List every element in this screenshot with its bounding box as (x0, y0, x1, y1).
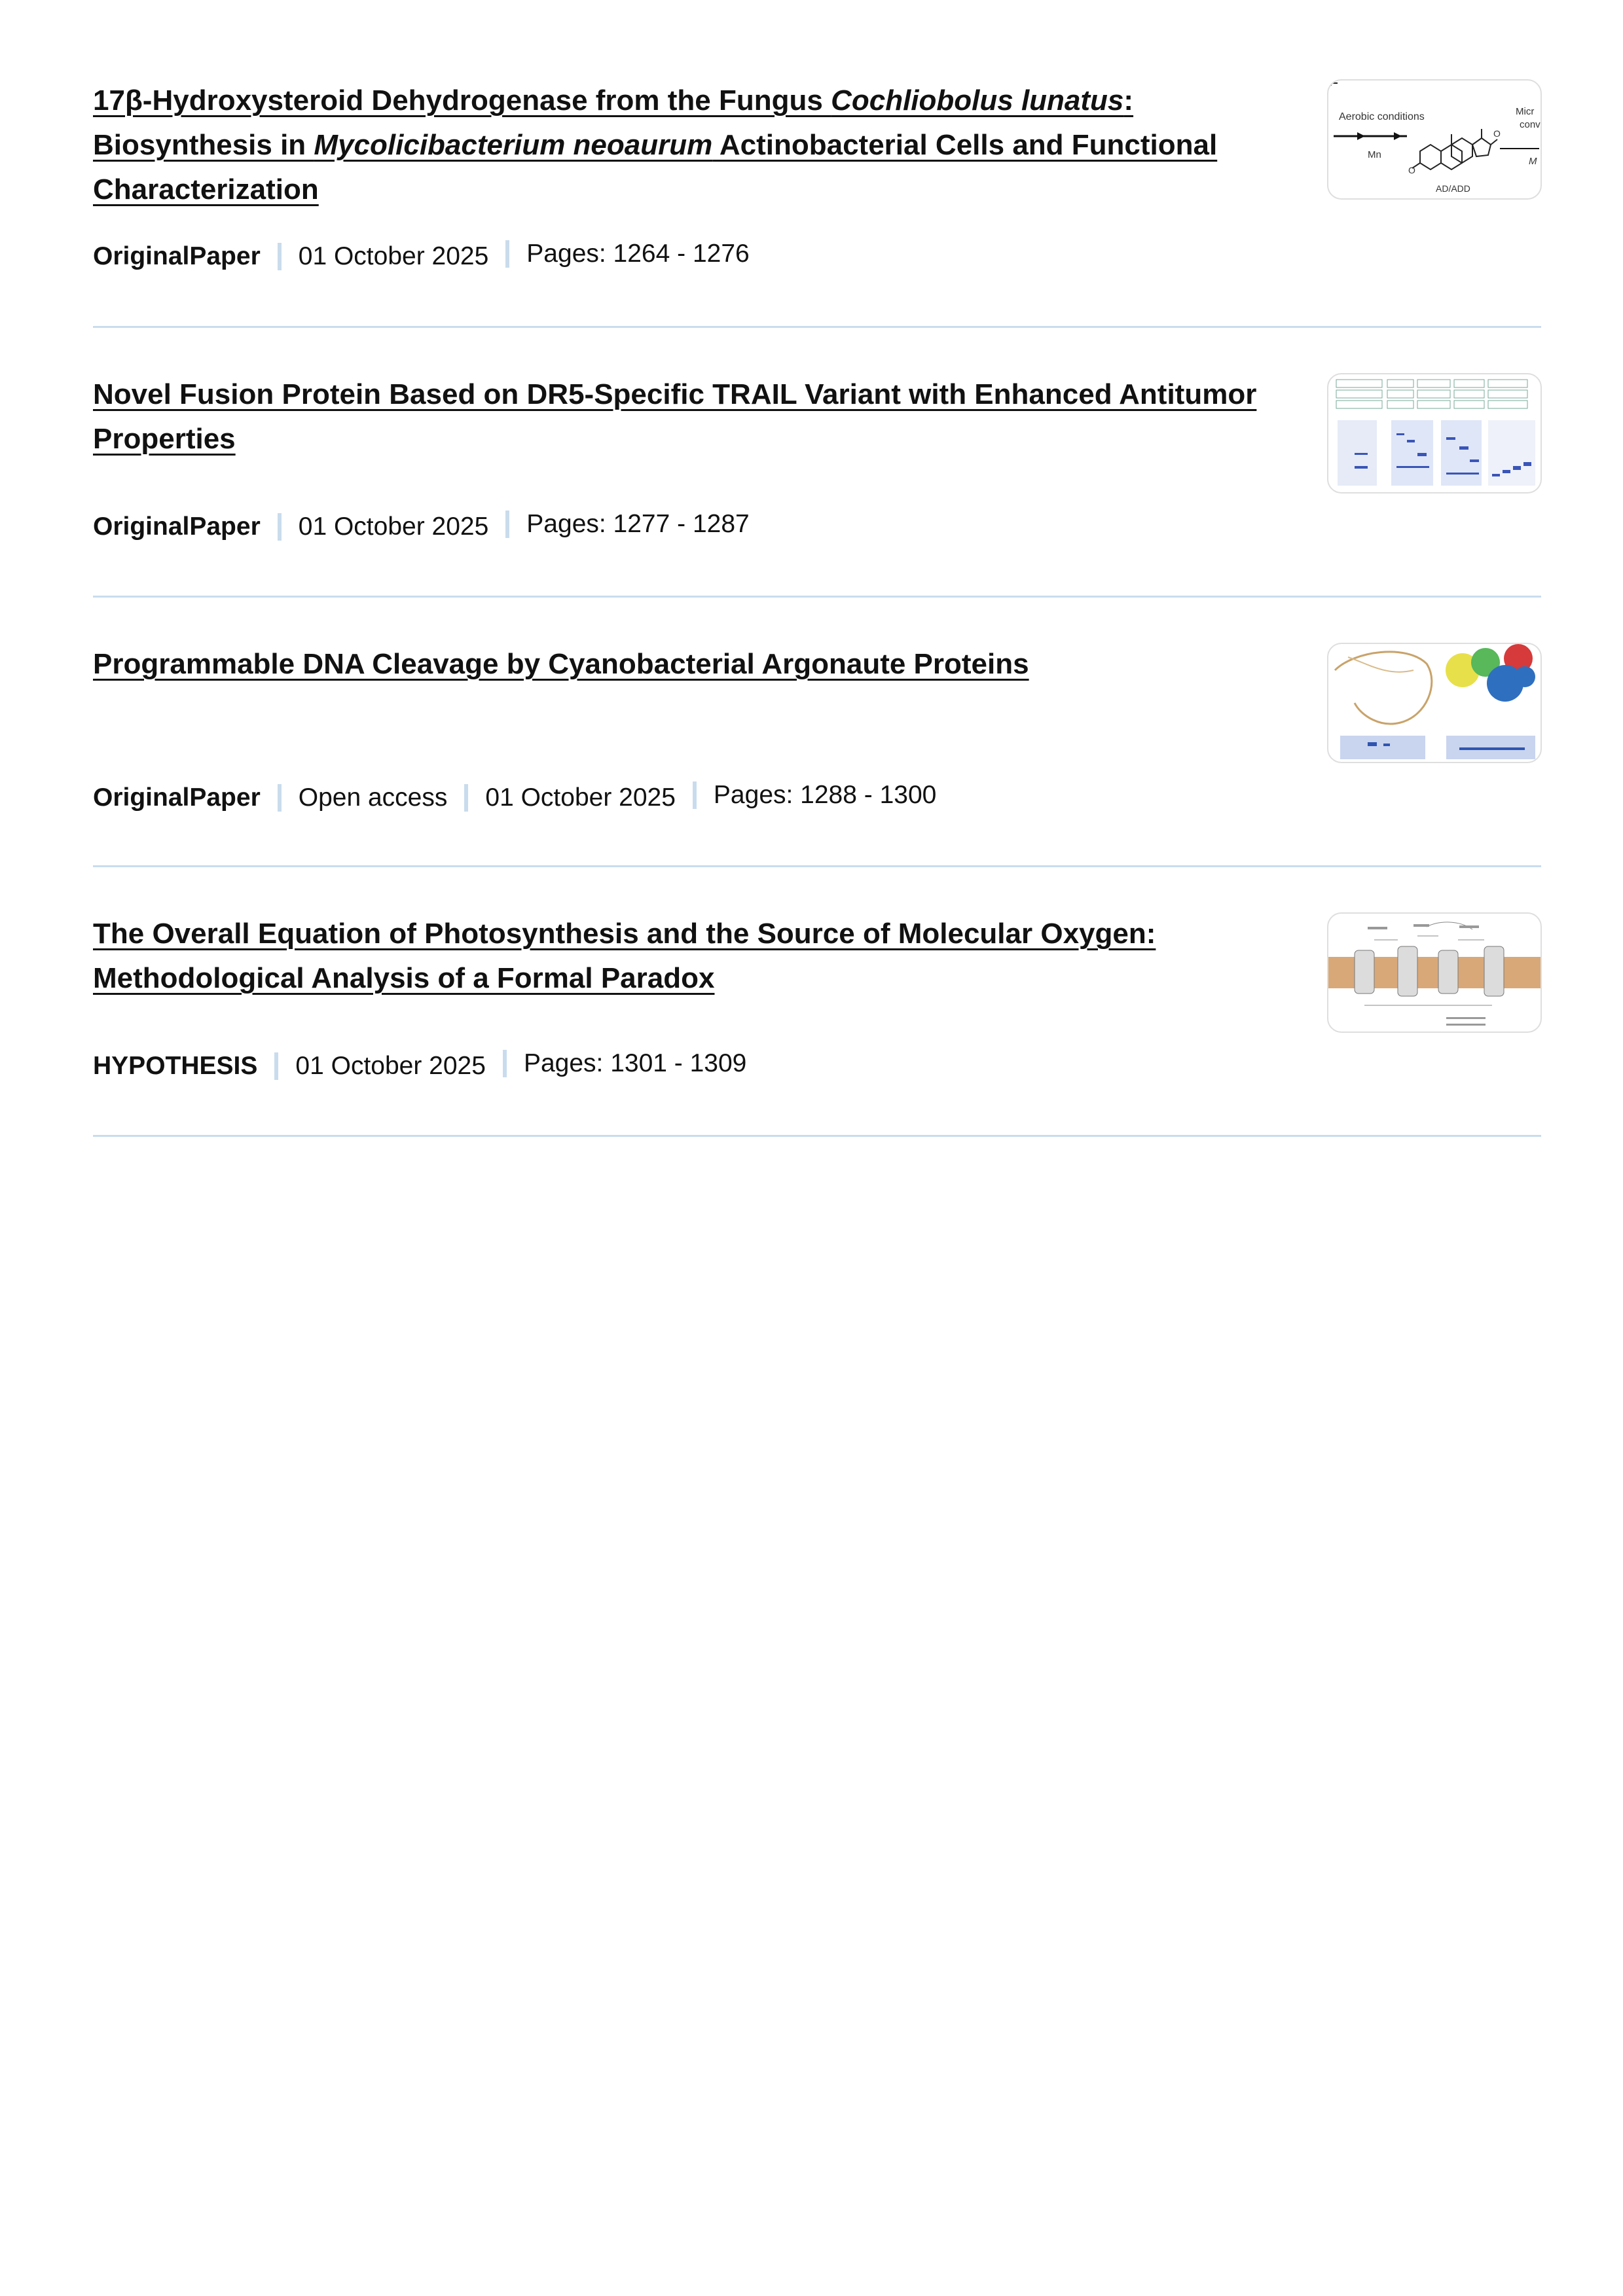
svg-text:O: O (1493, 128, 1501, 139)
content-type: HYPOTHESIS (93, 1052, 258, 1080)
article-meta (93, 512, 750, 541)
title-text: Actinobacterial Cells and Functional Characterization (93, 129, 1218, 206)
publication-date: 01 October 2025 (447, 783, 676, 812)
title-text: : Biosynthesis in (93, 84, 1134, 161)
title-text: 17β-Hydroxysteroid Dehydrogenase from the Fungus (93, 84, 831, 117)
publication-date: 01 October 2025 (257, 1052, 486, 1081)
reaction-scheme-image (1328, 81, 1541, 198)
article-meta (93, 1049, 747, 1081)
article-title-link[interactable]: The Overall Equation of Photosynthesis and the Source of Molecular Oxygen: Methodological Analysis of a Formal Paradox (93, 918, 1156, 994)
svg-text:O: O (1408, 165, 1415, 175)
thumb-label: AD/ADD (1436, 183, 1470, 194)
access-type: Open access (261, 783, 448, 812)
article-thumbnail[interactable] (1327, 643, 1542, 763)
thumb-label: Aerobic conditions (1339, 111, 1425, 122)
article-thumbnail[interactable] (1327, 912, 1542, 1033)
thumb-label: Micr (1516, 106, 1535, 117)
article-thumbnail[interactable] (1327, 373, 1542, 493)
article-item (93, 0, 1541, 328)
page-range: Pages: 1264 - 1276 (488, 240, 749, 268)
page-range: Pages: 1277 - 1287 (488, 510, 749, 539)
article-item (93, 328, 1541, 598)
article-meta (93, 242, 750, 271)
content-type: OriginalPaper (93, 512, 261, 541)
content-type: OriginalPaper (93, 783, 261, 812)
page-range: Pages: 1301 - 1309 (486, 1049, 746, 1078)
membrane-diagram-image (1328, 914, 1541, 1031)
article-list (93, 0, 1541, 1137)
gel-electrophoresis-image (1328, 374, 1541, 492)
article-title-link[interactable] (93, 79, 1285, 212)
page-range: Pages: 1288 - 1300 (676, 781, 936, 810)
publication-date: 01 October 2025 (261, 242, 489, 271)
article-meta (93, 783, 936, 812)
publication-date: 01 October 2025 (261, 512, 489, 541)
article-item (93, 598, 1541, 867)
protein-structure-image (1328, 644, 1541, 762)
thumb-label: Mn (1368, 149, 1381, 160)
thumb-label: conv (1520, 119, 1541, 130)
title-species-name: Cochliobolus lunatus (831, 84, 1124, 117)
article-item (93, 867, 1541, 1137)
article-title-link[interactable]: Programmable DNA Cleavage by Cyanobacterial Argonaute Proteins (93, 648, 1029, 680)
article-title-link[interactable]: Novel Fusion Protein Based on DR5-Specific TRAIL Variant with Enhanced Antitumor Properties (93, 378, 1257, 455)
content-type: OriginalPaper (93, 242, 261, 270)
thumb-label: M (1529, 156, 1537, 167)
title-species-name: Mycolicibacterium neoaurum (314, 129, 713, 161)
article-thumbnail[interactable] (1327, 79, 1542, 200)
